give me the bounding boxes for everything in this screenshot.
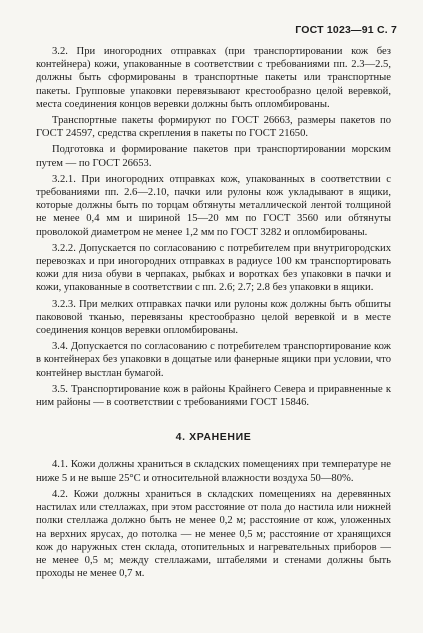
paragraph-3-4: 3.4. Допускается по согласованию с потребителем транспортирование кож в контейнерах без упаковки в дощатые или фанерные ящики при условии, что контейнер выстлан бумагой. — [36, 341, 391, 379]
running-header: ГОСТ 1023—91 С. 7 — [295, 24, 397, 36]
paragraph-4-1: 4.1. Кожи должны храниться в складских помещениях при температуре не ниже 5 и не выше 25°С и относительной влажности воздуха 50—80%. — [36, 459, 391, 484]
page-body — [36, 45, 391, 583]
paragraph-3-2: 3.2. При иногородних отправках (при транспортировании кож без контейнера) кожи, упакованные в соответствии с требованиями пп. 2.3—2.5, должны быть сформированы в транспортные пакеты или транспортные пакеты. Групповые упаковки перевязывают крестообразно целой веревкой, места соединения концов веревки должны быть опломбированы. — [36, 46, 391, 110]
paragraph-transport-packets: Транспортные пакеты формируют по ГОСТ 26663, размеры пакетов по ГОСТ 24597, средства скрепления в пакеты по ГОСТ 21650. — [36, 115, 391, 140]
paragraph-4-2: 4.2. Кожи должны храниться в складских помещениях на деревянных настилах или стеллажах, при этом расстояние от пола до настила или нижней полки стеллажа должно быть не менее 0,2 м; расстояние от кож, уложенных на верхних ярусах, до потолка — не менее 0,5 м; расстояние от хранящихся кож до наружных стен склада, отопительных и нагревательных приборов — не менее 0,5 м; между стеллажами, штабелями и стенами должны быть проходы не менее 0,7 м. — [36, 488, 391, 580]
paragraph-3-2-2: 3.2.2. Допускается по согласованию с потребителем при внутригородских перевозках и при иногородних отправках в радиусе 100 км транспортировать кожи для низа обуви в черпаках, рыбках и воротках без упаковки в пачки и кожи, упакованные в соответствии с пп. 2.6; 2.7; 2.8 без упаковки в ящики. — [36, 242, 391, 294]
section-title-storage: 4. ХРАНЕНИЕ — [175, 431, 252, 444]
paragraph-3-5: 3.5. Транспортирование кож в районы Крайнего Севера и приравненные к ним районы — в соответствии с требованиями ГОСТ 15846. — [36, 383, 391, 409]
paragraph-3-2-1: 3.2.1. При иногородних отправках кож, упакованных в соответствии с требованиями пп. 2.6—2.10, пачки или рулоны кож укладывают в ящики, которые должны быть по торцам обтянуты металлической лентой толщиной не менее 0,4 мм и шириной 15—20 мм по ГОСТ 3560 или обтянуты проволокой диаметром не менее 1,2 мм по ГОСТ 3282 и опломбированы. — [36, 173, 391, 238]
paragraph-3-2-3: 3.2.3. При мелких отправках пачки или рулоны кож должны быть обшиты пакововой тканью, перевязаны крестообразно целой веревкой и в месте соединения концов веревки опломбированы. — [36, 298, 391, 337]
paragraph-sea-transport: Подготовка и формирование пакетов при транспортировании морским путем — по ГОСТ 26653. — [36, 144, 391, 169]
